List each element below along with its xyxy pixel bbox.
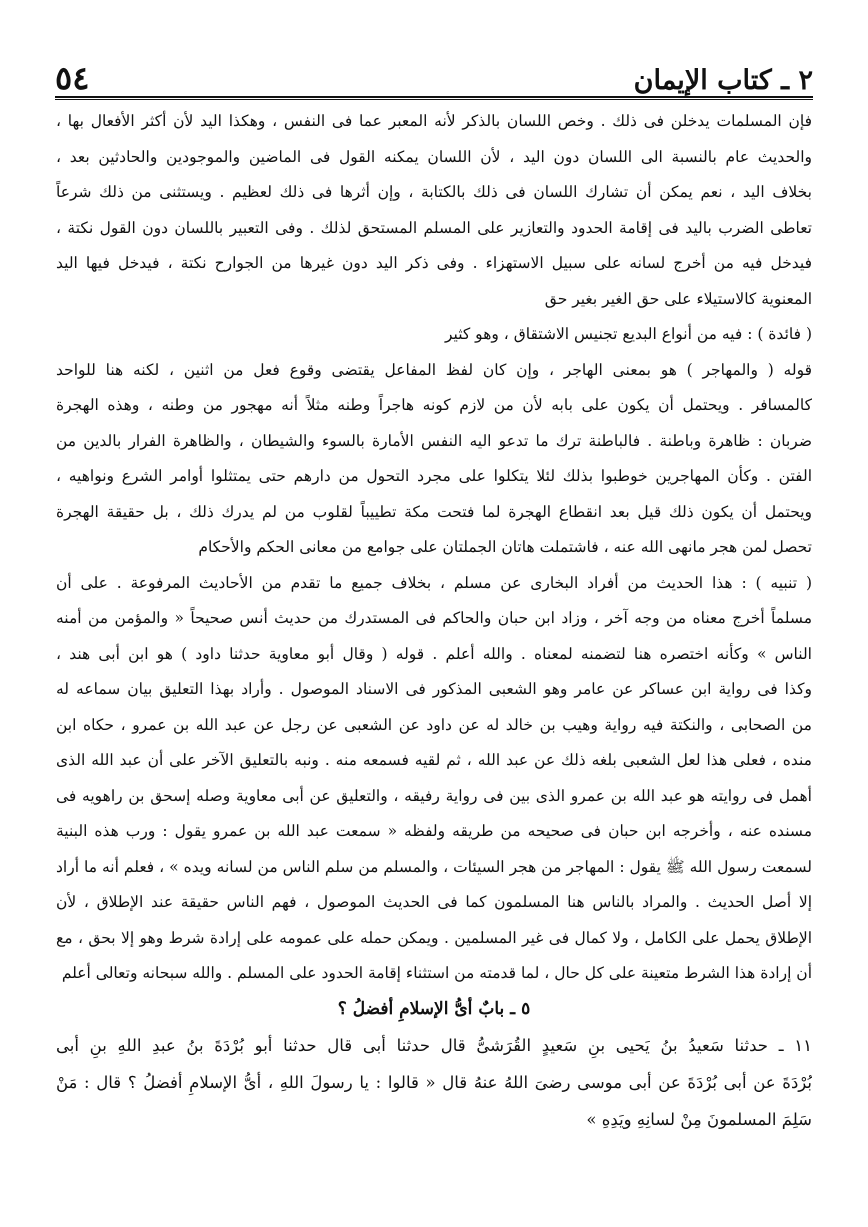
text-line: أهمل فى روايته هو عبد الله بن عمرو الذى بين فى رواية رفيقه ، والتعليق عن أبى معاوية وصله إسحق بن راهويه فى (56, 786, 812, 805)
text-line: مسلماً أخرج معناه من وجه آخر ، وزاد ابن حبان والحاكم فى المستدرك من حديث أنس صحيحاً « والمؤمن من أمنه (56, 609, 812, 627)
text-line: وكذا فى رواية ابن عساكر عن عامر وهو الشعبى المذكور فى الاسناد الموصول . وأراد بهذا التعليق بيان سماعه له (56, 680, 812, 698)
text-line: ضربان : ظاهرة وباطنة . فالباطنة ترك ما تدعو اليه النفس الأمارة بالسوء والشيطان ، والظاهرة الفرار بالدين من (56, 431, 812, 450)
text-line: الفتن . وكأن المهاجرين خوطبوا بذلك لئلا يتكلوا على مجرد التحول من دارهم حتى يمتثلوا أوامر الشرع ونواهيه ، (56, 467, 812, 485)
text-line: ( تنبيه ) : هذا الحديث من أفراد البخارى عن مسلم ، بخلاف جميع ما تقدم من الأحاديث المرفوعة . على أن (56, 573, 812, 592)
text-line: تعاطى الضرب باليد فى إقامة الحدود والتعازير على المسلم المستحق لذلك . وفى التعبير باللسان دون القول نكتة ، (56, 218, 812, 237)
text-line: تحصل لمن هجر مانهى الله عنه ، فاشتملت هاتان الجملتان على جوامع من معانى الحكم والأحكام (198, 538, 812, 556)
text-line: فيدخل فيه من أخرج لسانه على سبيل الاستهزاء . وفى ذكر اليد دون غيرها من الجوارح نكتة ، فيدخل فيها اليد (56, 254, 812, 272)
text-line: منده ، فعلى هذا لعل الشعبى بلغه ذلك عن عبد الله ، ثم لقيه فسمعه منه . ونبه بالتعليق الآخر على أن عبد الله الذى (56, 751, 812, 769)
text-line: بخلاف اليد ، نعم يمكن أن تشارك اللسان فى ذلك بالكتابة ، وإن أثرها فى ذلك لعظيم . ويستثنى من ذلك شرعاً (56, 183, 812, 201)
text-line: ويحتمل أن يكون ذلك قيل بعد انقطاع الهجرة لما فتحت مكة تطييباً لقلوب من لم يدرك ذلك ، بل حقيقة الهجرة (56, 502, 812, 521)
text-line: قوله ( والمهاجر ) هو بمعنى الهاجر ، وإن كان لفظ المفاعل يقتضى وقوع فعل من اثنين ، لكنه هنا للواحد (56, 360, 812, 379)
text-line: إلا أصل الحديث . والمراد بالناس هنا المسلمون كما فى الحديث الموصول ، فهم الناس حقيقة عند الإطلاق ، لأن (56, 893, 812, 911)
header-rule (55, 96, 813, 98)
paragraph (56, 104, 812, 317)
text-line: كالمسافر . ويحتمل أن يكون على بابه لأن من لازم كونه هاجراً وطنه مثلاً أنه مهجور من وطنه ، وهذه الهجرة (56, 396, 812, 414)
text-line: فإن المسلمات يدخلن فى ذلك . وخص اللسان بالذكر لأنه المعبر عما فى النفس ، وهكذا اليد لأن أكثر الأفعال بها ، (56, 112, 812, 130)
hadith-line: سَلِمَ المسلمونَ مِنْ لسانِهِ ويَدِهِ » (586, 1110, 812, 1129)
hadith-text (56, 1027, 812, 1138)
text-line: ( فائدة ) : فيه من أنواع البديع تجنيس الاشتقاق ، وهو كثير (444, 325, 812, 343)
note-paragraph (56, 317, 812, 353)
hadith-line: بُرْدَةَ عن أبى بُرْدَةَ عن أبى موسى رضىَ اللهُ عنهُ قال « قالوا : يا رسولَ اللهِ ، أىُّ الإسلامِ أفضلُ ؟ قال : مَنْ (56, 1073, 812, 1092)
text-line: المعنوية كالاستيلاء على حق الغير بغير حق (544, 289, 812, 308)
page-body (56, 104, 812, 1138)
header-rule-thin (55, 99, 813, 100)
page-header (55, 48, 813, 97)
paragraph (56, 353, 812, 566)
text-line: الناس » وكأنه اختصره هنا لتضمنه لمعناه . والله أعلم . قوله ( وقال أبو معاوية حدثنا داود ) هو ابن أبى هند ، (56, 644, 812, 663)
text-line: لسمعت رسول الله ﷺ يقول : المهاجر من هجر السيئات ، والمسلم من سلم الناس من لسانه ويده » ، فعلم أنه ما أراد (56, 857, 812, 876)
section-heading: ٥ ـ بابٌ أىُّ الإسلامِ أفضلُ ؟ (337, 998, 531, 1019)
running-title: ٢ ـ كتاب الإيمان (633, 65, 813, 96)
text-line: والحديث عام بالنسبة الى اللسان دون اليد ، لأن اللسان يمكنه القول فى الماضين والموجودين والحادثين بعد ، (56, 147, 812, 166)
text-line: الإطلاق يحمل على الكامل ، ولا كمال فى غير المسلمين . ويمكن حمله على عمومه على إرادة شرط وهو إلا بحق ، مع (56, 928, 812, 947)
paragraph (56, 566, 812, 992)
text-line: مسنده عنه ، وأخرجه ابن حبان فى صحيحه من طريقه ولفظه « سمعت عبد الله بن عمرو يقول : ورب هذه البنية (56, 822, 812, 840)
page-number: ٥٤ (55, 59, 90, 97)
text-line: أن إرادة هذا الشرط متعينة على كل حال ، لما قدمته من استثناء إقامة الحدود على المسلم . والله سبحانه وتعالى أعلم (61, 964, 812, 982)
text-line: من الصحابى ، والنكتة فيه رواية وهيب بن خالد له عن داود عن الشعبى عن رجل عن عبد الله بن عمرو ، حكاه ابن (56, 715, 812, 734)
hadith-line: ١١ ـ حدثنا سَعيدُ بنُ يَحيى بنِ سَعيدٍ القُرَشىُّ قال حدثنا أبى قال حدثنا أبو بُرْدَةَ بنُ عبدِ اللهِ بنِ أبى (56, 1036, 812, 1055)
